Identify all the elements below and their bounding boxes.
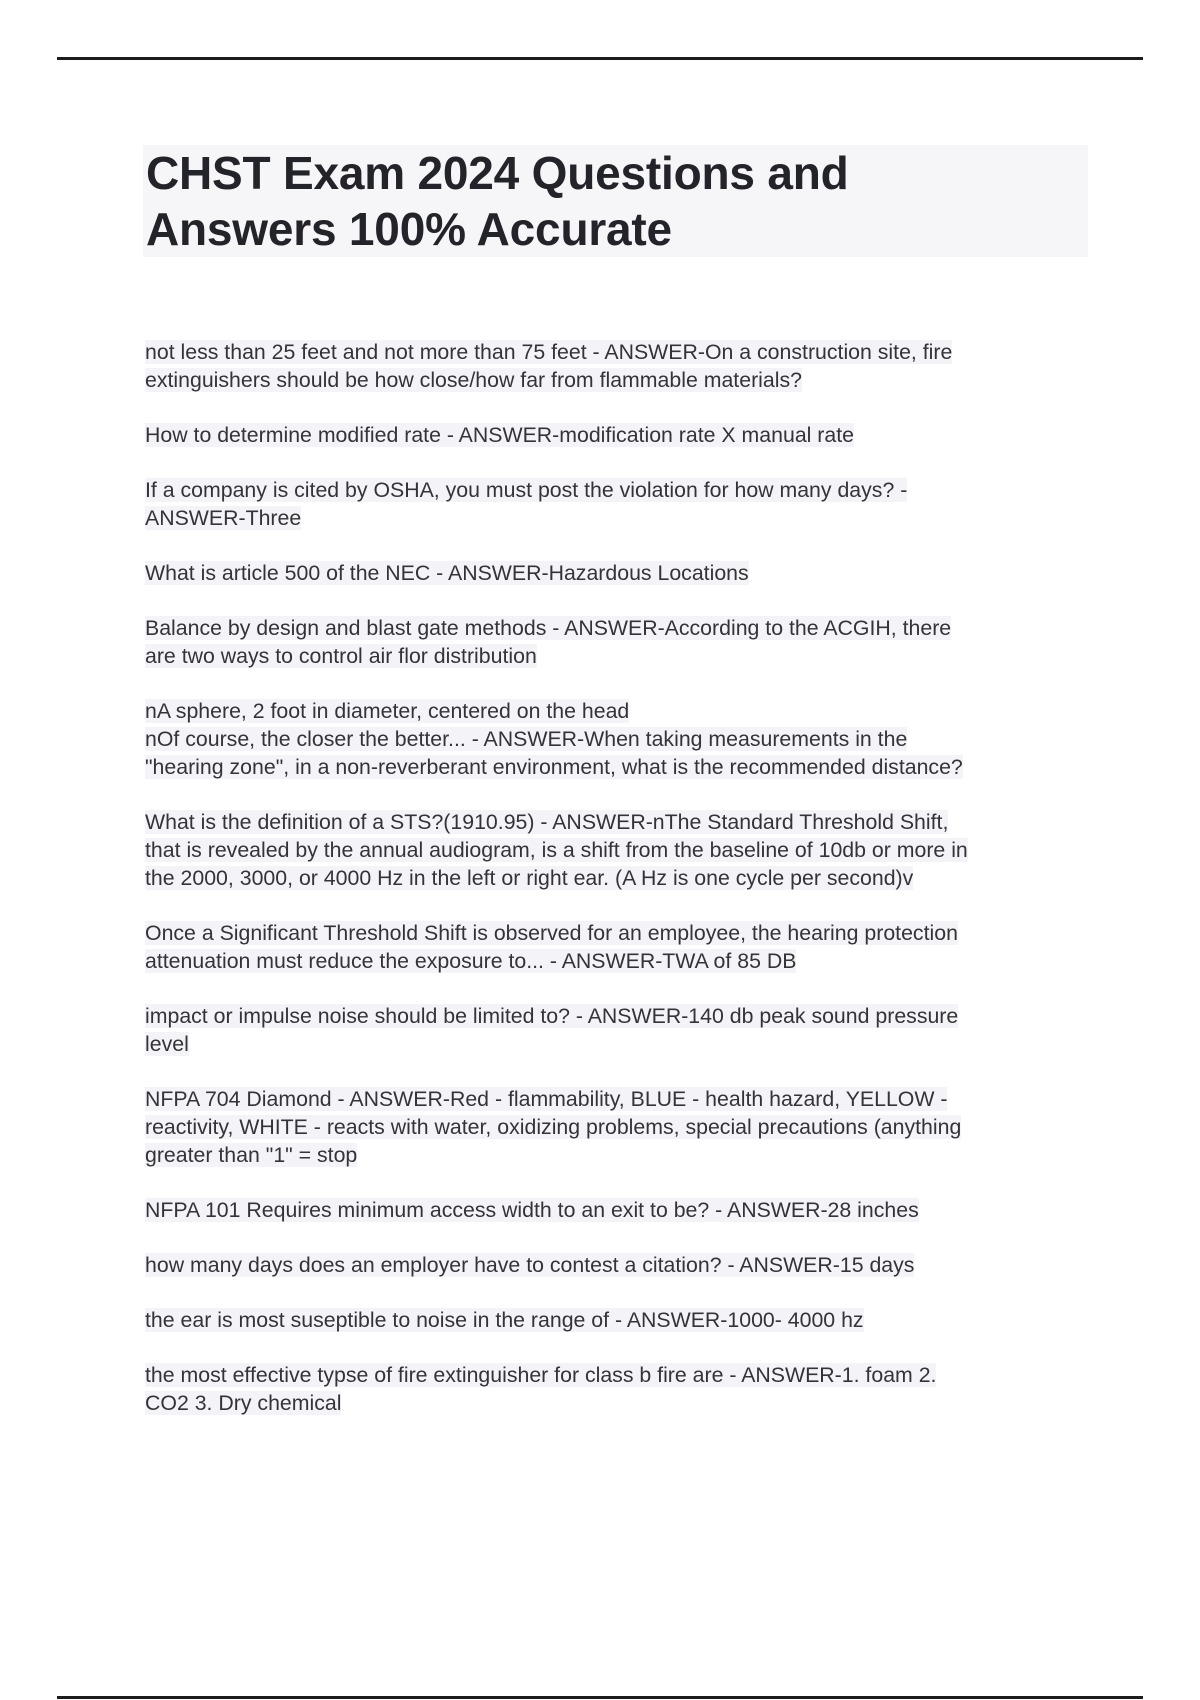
qa-line: How to determine modified rate - ANSWER-modification rate X manual rate [145, 423, 855, 447]
page-title [143, 145, 1088, 257]
qa-entry [145, 421, 1105, 449]
qa-entry [145, 1306, 1105, 1334]
title-block [143, 145, 1088, 257]
title-line-2: Answers 100% Accurate [146, 203, 672, 255]
qa-line: Once a Significant Threshold Shift is observed for an employee, the hearing protection [145, 921, 958, 945]
qa-entry [145, 1085, 1105, 1169]
qa-entry [145, 919, 1105, 975]
qa-entry [145, 1251, 1105, 1279]
qa-line: the most effective typse of fire extinguisher for class b fire are - ANSWER-1. foam 2. [145, 1363, 937, 1387]
top-divider [57, 57, 1143, 60]
qa-entry [145, 1002, 1105, 1058]
qa-entry [145, 559, 1105, 587]
bottom-divider [57, 1696, 1143, 1699]
qa-line: What is the definition of a STS?(1910.95) - ANSWER-nThe Standard Threshold Shift, [145, 810, 949, 834]
qa-line: level [145, 1032, 189, 1056]
qa-line: What is article 500 of the NEC - ANSWER-Hazardous Locations [145, 561, 749, 585]
qa-line: "hearing zone", in a non-reverberant environment, what is the recommended distance? [145, 755, 963, 779]
qa-line: NFPA 704 Diamond - ANSWER-Red - flammability, BLUE - health hazard, YELLOW - [145, 1087, 948, 1111]
qa-line: NFPA 101 Requires minimum access width to an exit to be? - ANSWER-28 inches [145, 1198, 919, 1222]
qa-line: not less than 25 feet and not more than 75 feet - ANSWER-On a construction site, fire [145, 340, 953, 364]
qa-line: reactivity, WHITE - reacts with water, oxidizing problems, special precautions (anything [145, 1115, 962, 1139]
qa-line: greater than "1" = stop [145, 1143, 358, 1167]
title-line-1: CHST Exam 2024 Questions and [146, 147, 849, 199]
qa-line: nOf course, the closer the better... - ANSWER-When taking measurements in the [145, 727, 908, 751]
qa-line: the 2000, 3000, or 4000 Hz in the left or right ear. (A Hz is one cycle per second)v [145, 866, 914, 890]
qa-line: impact or impulse noise should be limited to? - ANSWER-140 db peak sound pressure [145, 1004, 959, 1028]
qa-line: nA sphere, 2 foot in diameter, centered on the head [145, 699, 630, 723]
qa-entry [145, 614, 1105, 670]
qa-line: attenuation must reduce the exposure to... - ANSWER-TWA of 85 DB [145, 949, 797, 973]
qa-line: are two ways to control air flor distribution [145, 644, 537, 668]
qa-line: If a company is cited by OSHA, you must post the violation for how many days? - [145, 478, 908, 502]
qa-line: the ear is most suseptible to noise in the range of - ANSWER-1000- 4000 hz [145, 1308, 864, 1332]
qa-line: how many days does an employer have to contest a citation? - ANSWER-15 days [145, 1253, 915, 1277]
qa-entry [145, 338, 1105, 394]
qa-line: ANSWER-Three [145, 506, 302, 530]
qa-line: extinguishers should be how close/how far from flammable materials? [145, 368, 802, 392]
qa-entry [145, 1361, 1105, 1417]
qa-entry [145, 808, 1105, 892]
qa-line: that is revealed by the annual audiogram, is a shift from the baseline of 10db or more in [145, 838, 968, 862]
qa-line: Balance by design and blast gate methods - ANSWER-According to the ACGIH, there [145, 616, 952, 640]
qa-line: CO2 3. Dry chemical [145, 1391, 342, 1415]
qa-entry [145, 476, 1105, 532]
qa-list [145, 338, 1105, 1444]
qa-entry [145, 1196, 1105, 1224]
qa-entry [145, 697, 1105, 781]
